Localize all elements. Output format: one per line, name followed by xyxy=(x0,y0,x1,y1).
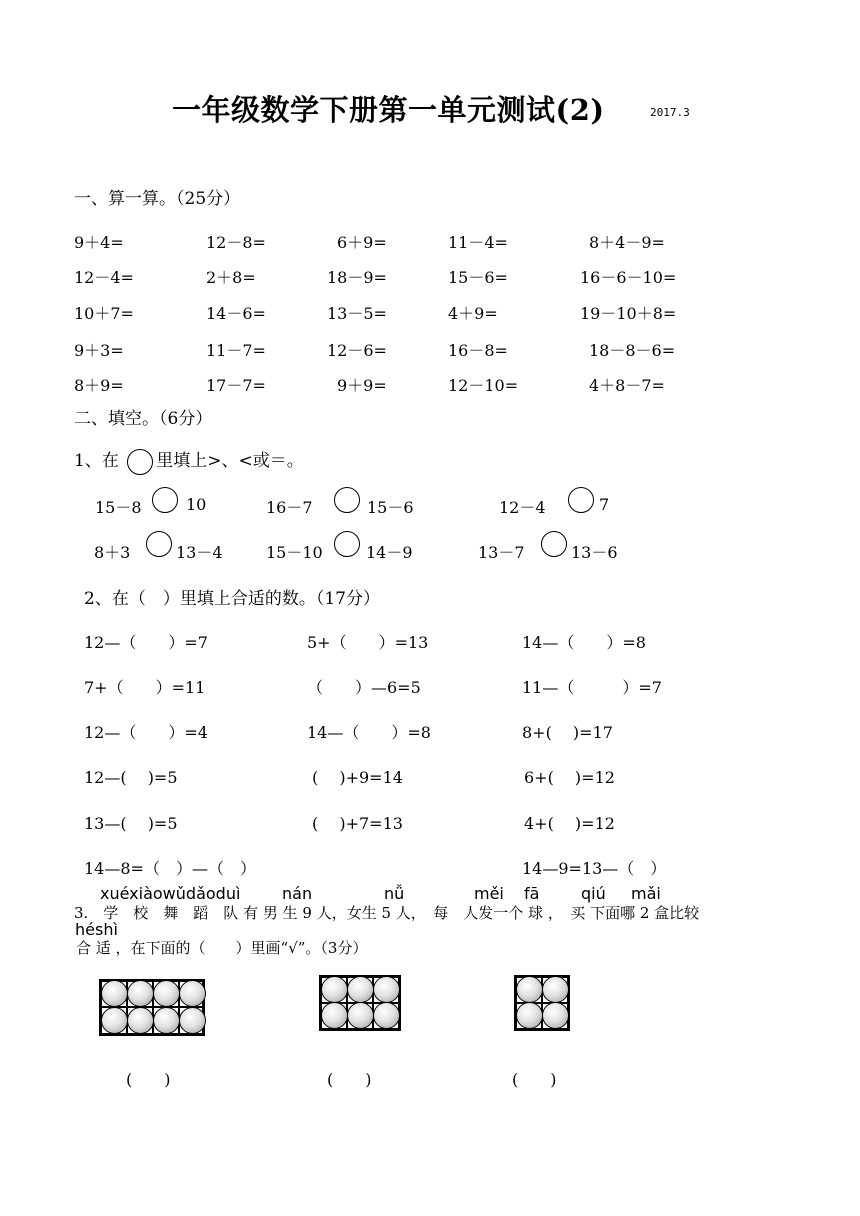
calc-item: 13－5= xyxy=(327,304,387,323)
ball xyxy=(542,1002,569,1029)
calc-item: 8＋4－9= xyxy=(589,233,665,252)
calc-item: 4＋8－7= xyxy=(589,376,665,395)
compare-right: 13－4 xyxy=(176,543,223,562)
ball xyxy=(542,976,569,1003)
ball xyxy=(153,1007,180,1034)
answer-blank[interactable]: ( ) xyxy=(327,1070,372,1089)
compare-circle[interactable] xyxy=(152,487,178,513)
calc-item: 6＋9= xyxy=(337,233,387,252)
calc-item: 18－9= xyxy=(327,268,387,287)
calc-item: 9＋9= xyxy=(337,376,387,395)
calc-item: 12－4= xyxy=(74,268,134,287)
ball xyxy=(101,1007,128,1034)
fill-item[interactable]: 14—9=13—（ ） xyxy=(522,859,667,878)
q1-instruction xyxy=(74,446,304,475)
calc-item: 16－8= xyxy=(448,341,508,360)
ball xyxy=(347,976,374,1003)
fill-item[interactable]: 11—（ ）=7 xyxy=(522,678,662,697)
calc-item: 15－6= xyxy=(448,268,508,287)
pinyin: nán xyxy=(282,884,313,903)
compare-left: 13－7 xyxy=(478,543,525,562)
ball xyxy=(153,980,180,1007)
ball xyxy=(516,976,543,1003)
compare-left: 8＋3 xyxy=(94,543,131,562)
fill-item[interactable]: 12—( )=5 xyxy=(84,768,178,787)
compare-circle[interactable] xyxy=(334,531,360,557)
compare-left: 16－7 xyxy=(266,498,313,517)
calc-item: 18－8－6= xyxy=(589,341,676,360)
calc-item: 11－7= xyxy=(206,341,266,360)
fill-item[interactable]: 13—( )=5 xyxy=(84,814,178,833)
compare-left: 15－10 xyxy=(266,543,323,562)
calc-item: 19－10＋8= xyxy=(580,304,677,323)
q2-heading: 2、在（ ）里填上合适的数。（17分） xyxy=(84,589,380,609)
ball xyxy=(127,1007,154,1034)
answer-blank[interactable]: ( ) xyxy=(126,1070,171,1089)
fill-item[interactable]: 7+（ ）=11 xyxy=(84,678,206,697)
fill-item[interactable]: 5+（ ）=13 xyxy=(307,633,429,652)
ball xyxy=(179,1007,206,1034)
calc-item: 10＋7= xyxy=(74,304,134,323)
pinyin: mǎi xyxy=(631,884,661,903)
ball xyxy=(373,1002,400,1029)
ball xyxy=(321,1002,348,1029)
calc-item: 11－4= xyxy=(448,233,508,252)
pinyin: héshì xyxy=(75,920,118,939)
compare-right: 15－6 xyxy=(367,498,414,517)
compare-circle[interactable] xyxy=(568,487,594,513)
answer-blank[interactable]: ( ) xyxy=(512,1070,557,1089)
fill-item[interactable]: （ ）—6=5 xyxy=(307,678,421,697)
calc-item: 9＋3= xyxy=(74,341,124,360)
pinyin: qiú xyxy=(581,884,606,903)
compare-circle[interactable] xyxy=(334,487,360,513)
fill-item[interactable]: 14—8=（ ）—（ ） xyxy=(84,859,256,878)
compare-circle[interactable] xyxy=(541,531,567,557)
calc-item: 4＋9= xyxy=(448,304,498,323)
ball xyxy=(179,980,206,1007)
calc-item: 8＋9= xyxy=(74,376,124,395)
fill-item[interactable]: 4+( )=12 xyxy=(524,814,615,833)
ball xyxy=(516,1002,543,1029)
q3-text: 3. 学 校 舞 蹈 队 有 男 生 9 人，女生 5 人， 每 人发一个 球 ， 买 下面哪 2 盒比较 xyxy=(74,904,700,922)
fill-item[interactable]: 12—（ ）=4 xyxy=(84,723,208,742)
compare-right: 13－6 xyxy=(571,543,618,562)
ball xyxy=(101,980,128,1007)
fill-item[interactable]: 8+( )=17 xyxy=(522,723,613,742)
calc-item: 17－7= xyxy=(206,376,266,395)
fill-item[interactable]: 14—（ ）=8 xyxy=(307,723,431,742)
pinyin: nǚ xyxy=(384,884,405,903)
calc-item: 2＋8= xyxy=(206,268,256,287)
ball xyxy=(321,976,348,1003)
calc-item: 12－8= xyxy=(206,233,266,252)
fill-item[interactable]: ( )+7=13 xyxy=(312,814,403,833)
calc-item: 12－6= xyxy=(327,341,387,360)
compare-right: 7 xyxy=(599,495,610,514)
calc-item: 14－6= xyxy=(206,304,266,323)
ball xyxy=(373,976,400,1003)
section2-heading: 二、填空。（6分） xyxy=(74,409,213,429)
ball xyxy=(347,1002,374,1029)
calc-item: 9＋4= xyxy=(74,233,124,252)
q1-prefix: 1、在 xyxy=(74,451,119,471)
ball xyxy=(127,980,154,1007)
fill-item[interactable]: ( )+9=14 xyxy=(312,768,403,787)
fill-item[interactable]: 12—（ ）=7 xyxy=(84,633,208,652)
q3-text: 合 适 ，在下面的（ ）里画“√”。（3分） xyxy=(76,939,368,957)
pinyin: měi xyxy=(474,884,504,903)
compare-left: 12－4 xyxy=(499,498,546,517)
compare-left: 15－8 xyxy=(95,498,142,517)
compare-right: 10 xyxy=(186,495,207,514)
date-label: 2017.3 xyxy=(650,106,690,119)
pinyin: xuéxiàowǔdǎoduì xyxy=(100,884,241,903)
pinyin: fā xyxy=(524,884,540,903)
section1-heading: 一、算一算。（25分） xyxy=(74,189,241,209)
fill-item[interactable]: 14—（ ）=8 xyxy=(522,633,646,652)
compare-right: 14－9 xyxy=(366,543,413,562)
page-title: 一年级数学下册第一单元测试(2) xyxy=(172,93,605,127)
compare-circle[interactable] xyxy=(127,449,153,475)
compare-circle[interactable] xyxy=(146,531,172,557)
fill-item[interactable]: 6+( )=12 xyxy=(524,768,615,787)
calc-item: 16－6－10= xyxy=(580,268,677,287)
q1-suffix: 里填上>、<或＝。 xyxy=(156,451,304,471)
calc-item: 12－10= xyxy=(448,376,519,395)
